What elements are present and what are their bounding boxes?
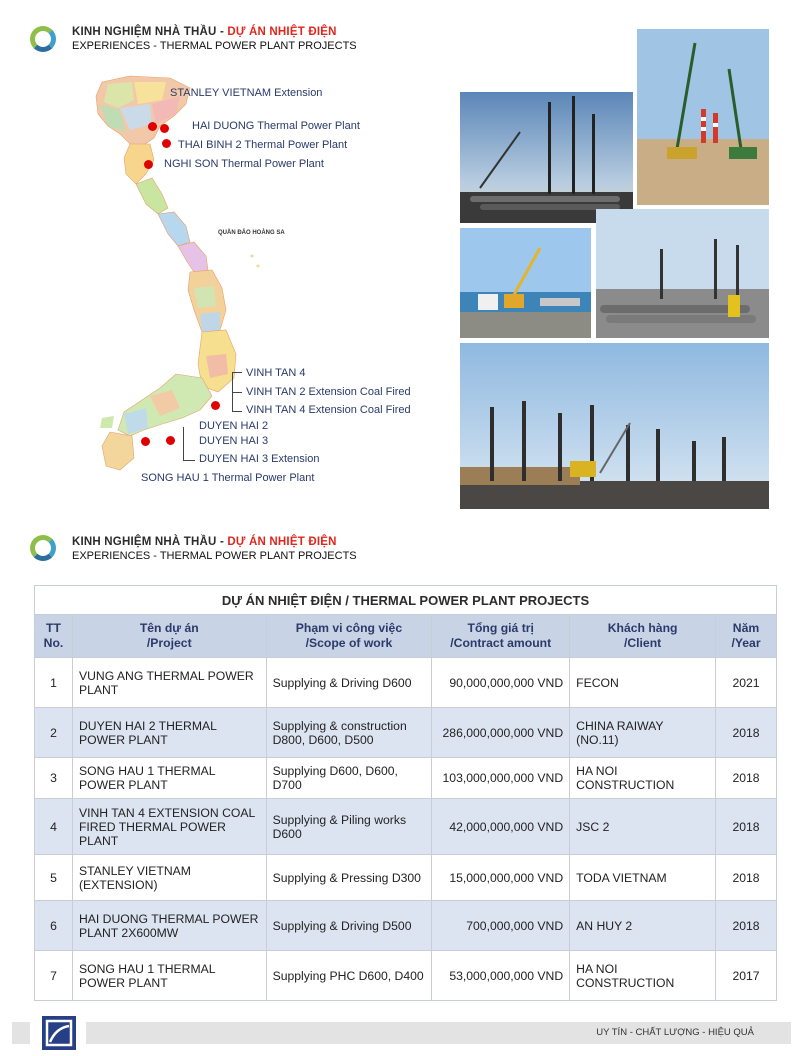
- table-row: 2 DUYEN HAI 2 THERMAL POWER PLANT Supplying & construction D800, D600, D500 286,000,000,000 VND CHINA RAIWAY (NO.11) 2018: [35, 708, 777, 758]
- footer-slogan: UY TÍN - CHẤT LƯỢNG - HIỆU QUẢ: [596, 1027, 754, 1038]
- map-marker-stanley: [148, 122, 157, 131]
- map-label-thai-binh: THAI BINH 2 Thermal Power Plant: [178, 139, 348, 151]
- table-row: 1 VUNG ANG THERMAL POWER PLANT Supplying & Driving D600 90,000,000,000 VND FECON 2021: [35, 658, 777, 708]
- map-marker-hai-duong: [160, 124, 169, 133]
- site-photo-5: [460, 343, 769, 509]
- table-row: 6 HAI DUONG THERMAL POWER PLANT 2X600MW Supplying & Driving D500 700,000,000 VND AN HUY 2 2018: [35, 901, 777, 951]
- map-marker-song-hau: [141, 437, 150, 446]
- map-label-hai-duong: HAI DUONG Thermal Power Plant: [192, 120, 360, 132]
- map-marker-thai-binh: [162, 139, 171, 148]
- projects-table: [34, 585, 777, 1001]
- map-marker-nghi-son: [144, 160, 153, 169]
- header-title-highlight: DỰ ÁN NHIỆT ĐIỆN: [227, 26, 337, 38]
- site-photo-4: [596, 209, 769, 338]
- footer-logo-icon: [42, 1016, 76, 1050]
- section-title-highlight: DỰ ÁN NHIỆT ĐIỆN: [227, 536, 337, 548]
- map-label-duyen-hai-3: DUYEN HAI 3: [199, 435, 269, 447]
- map-label-nghi-son: NGHI SON Thermal Power Plant: [164, 158, 324, 170]
- island-label: QUẦN ĐẢO HOÀNG SA: [218, 230, 285, 236]
- map-label-vinh-tan-4: VINH TAN 4: [246, 367, 306, 379]
- site-photo-1: [460, 92, 633, 223]
- map-label-duyen-hai-3-ext: DUYEN HAI 3 Extension: [199, 453, 320, 465]
- table-row: 3 SONG HAU 1 THERMAL POWER PLANT Supplying D600, D600, D700 103,000,000,000 VND HA NOI CONSTRUCTION 2018: [35, 758, 777, 799]
- col-header-amount: Tổng giá trị /Contract amount: [432, 615, 570, 658]
- site-photo-3: [460, 228, 591, 338]
- map-marker-duyen-hai: [166, 436, 175, 445]
- table-row: 5 STANLEY VIETNAM (EXTENSION) Supplying & Pressing D300 15,000,000,000 VND TODA VIETNAM 2018: [35, 855, 777, 901]
- table-row: 7 SONG HAU 1 THERMAL POWER PLANT Supplying PHC D600, D400 53,000,000,000 VND HA NOI CONSTRUCTION 2017: [35, 951, 777, 1001]
- section-subtitle: EXPERIENCES - THERMAL POWER PLANT PROJECTS: [72, 550, 357, 562]
- map-label-vinh-tan-4-ext: VINH TAN 4 Extension Coal Fired: [246, 404, 411, 416]
- col-header-year: Năm /Year: [716, 615, 777, 658]
- section-title: KINH NGHIỆM NHÀ THẦU - DỰ ÁN NHIỆT ĐIỆN: [72, 536, 337, 548]
- col-header-client: Khách hàng /Client: [570, 615, 716, 658]
- header-subtitle: EXPERIENCES - THERMAL POWER PLANT PROJECTS: [72, 40, 357, 52]
- col-header-scope: Phạm vi công việc /Scope of work: [266, 615, 432, 658]
- map-label-vinh-tan-2-ext: VINH TAN 2 Extension Coal Fired: [246, 386, 411, 398]
- company-logo-icon: [30, 26, 56, 52]
- map-label-stanley: STANLEY VIETNAM Extension: [170, 87, 323, 99]
- table-title-row: [35, 586, 777, 615]
- table-row: 4 VINH TAN 4 EXTENSION COAL FIRED THERMAL POWER PLANT Supplying & Piling works D600 42,000,000,000 VND JSC 2 2018: [35, 799, 777, 855]
- company-logo-icon-2: [30, 535, 56, 561]
- map-marker-vinh-tan: [211, 401, 220, 410]
- footer-bar-left: [12, 1022, 30, 1044]
- header-title: KINH NGHIỆM NHÀ THẦU - DỰ ÁN NHIỆT ĐIỆN: [72, 26, 337, 38]
- site-photo-2: [637, 29, 769, 205]
- map-label-duyen-hai-2: DUYEN HAI 2: [199, 420, 269, 432]
- col-header-project: Tên dự án /Project: [72, 615, 266, 658]
- table-title: DỰ ÁN NHIỆT ĐIỆN / THERMAL POWER PLANT PROJECTS: [35, 586, 777, 615]
- table-header-row: [35, 615, 777, 658]
- map-label-song-hau-1: SONG HAU 1 Thermal Power Plant: [141, 472, 315, 484]
- col-header-no: TT No.: [35, 615, 73, 658]
